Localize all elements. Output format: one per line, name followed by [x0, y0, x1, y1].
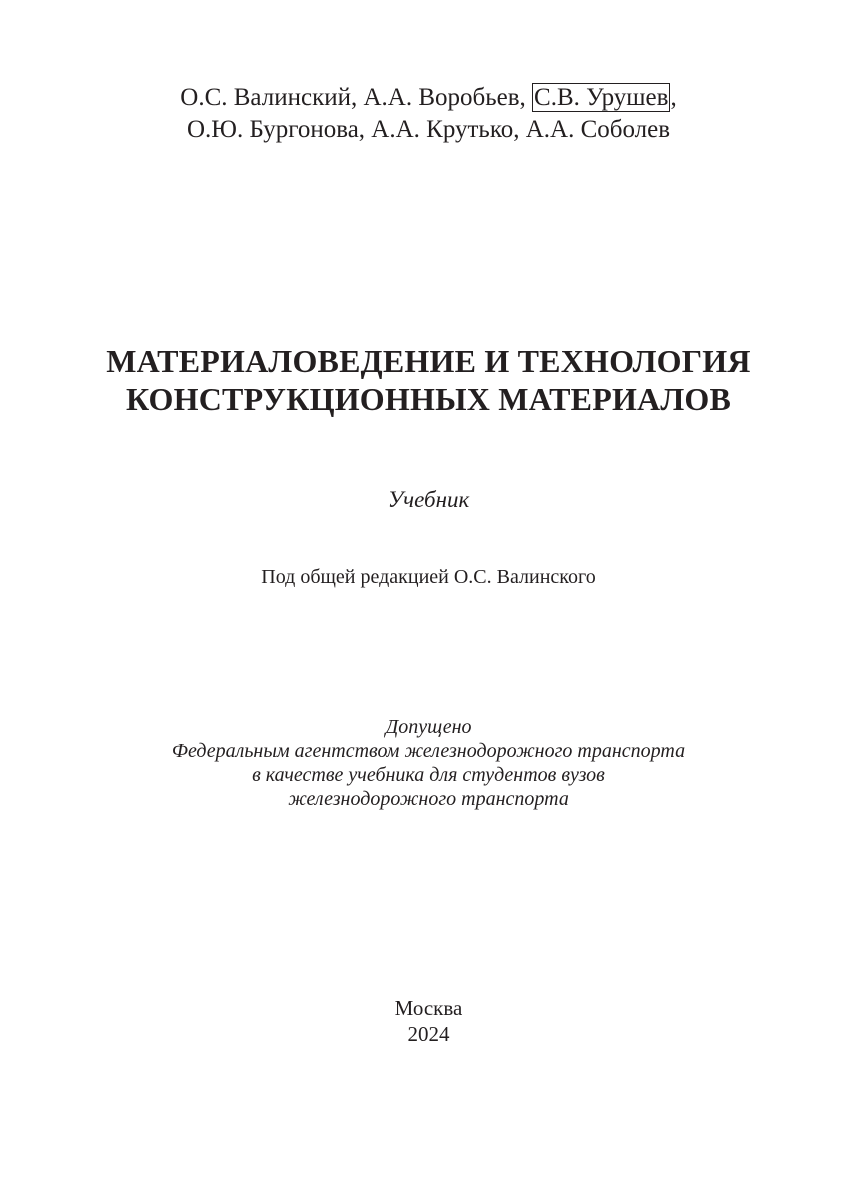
editor-line: Под общей редакцией О.С. Валинского [261, 566, 596, 588]
authors-line-1-suffix: , [670, 84, 677, 111]
approval-line-1: Допущено [385, 716, 472, 738]
approval-line-3: в качестве учебника для студентов вузов [252, 764, 605, 786]
approval-line-2: Федеральным агентством железнодорожного транспорта [171, 740, 686, 762]
book-type: Учебник [387, 487, 470, 512]
approval-line-4: железнодорожного транспорта [288, 788, 569, 810]
book-title-line-2: КОНСТРУКЦИОННЫХ МАТЕРИАЛОВ [125, 381, 732, 417]
authors-line-1-prefix: О.С. Валинский, А.А. Воробьев, [180, 84, 533, 111]
authors-line-2: О.Ю. Бургонова, А.А. Крутько, А.А. Соболев [186, 116, 671, 143]
authors-line-1 [0, 82, 857, 114]
highlighted-author: С.В. Урушев [534, 84, 669, 111]
imprint-year: 2024 [407, 1022, 450, 1046]
book-title-line-1: МАТЕРИАЛОВЕДЕНИЕ И ТЕХНОЛОГИЯ [106, 343, 751, 379]
imprint-city: Москва [394, 996, 463, 1020]
